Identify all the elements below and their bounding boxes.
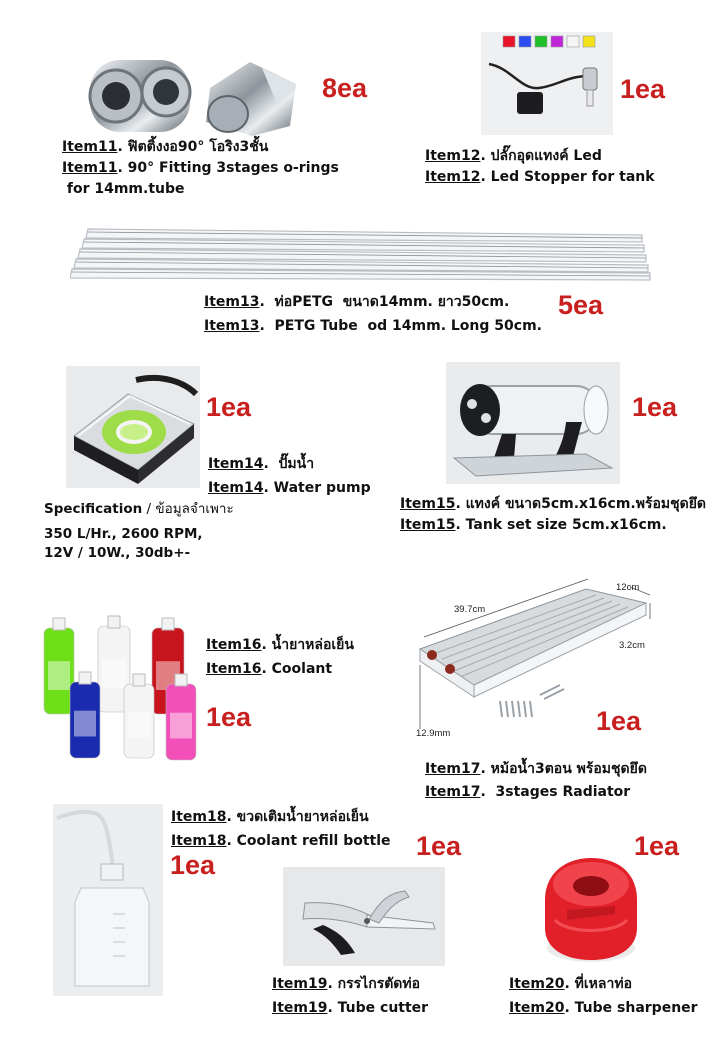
item-label	[509, 972, 698, 1020]
item-code: Item20	[509, 976, 565, 992]
item-code: Item14	[208, 480, 264, 496]
item-desc-th: . หม้อน้ำ3ตอน พร้อมชุดยึด	[480, 761, 647, 777]
item-code: Item17	[425, 784, 481, 800]
refill-bottle-image	[53, 804, 163, 996]
bottle-label	[102, 659, 126, 688]
item-desc-en: . Coolant refill bottle	[226, 833, 391, 849]
quantity-label: 1ea	[596, 706, 642, 736]
item-desc-th: . ปั๊มน้ำ	[263, 456, 315, 472]
item-code: Item20	[509, 1000, 565, 1016]
bottle-cap	[133, 674, 145, 686]
quantity-label: 1ea	[206, 702, 252, 732]
bottle-cap	[53, 618, 65, 630]
led-color-swatch	[535, 36, 547, 47]
item-code: Item17	[425, 761, 481, 777]
quantity-label: 5ea	[558, 290, 604, 320]
dimension-label: 12cm	[616, 582, 640, 593]
quantity-label: 1ea	[620, 74, 666, 104]
dimension-label: 12.9mm	[416, 728, 451, 739]
item-code: Item11	[62, 160, 118, 176]
item-desc-th: . ฟิตติ้งงอ90° โอริง3ชั้น	[117, 139, 269, 155]
item-code: Item18	[171, 833, 227, 849]
led-color-swatch	[503, 36, 515, 47]
led-color-swatch	[551, 36, 563, 47]
item-desc-en: . Water pump	[263, 480, 371, 496]
item-code: Item15	[400, 517, 456, 533]
item-label	[171, 805, 391, 853]
item-code: Item12	[425, 169, 481, 185]
dimension-label: 3.2cm	[619, 640, 645, 651]
led-color-swatch	[567, 36, 579, 47]
item-desc-th: . ปลั๊กอุดแทงค์ Led	[480, 148, 602, 164]
item-code: Item13	[204, 294, 260, 310]
item-desc-en: . 90° Fitting 3stages o-rings	[117, 160, 339, 176]
item-desc-th: . ท่อPETG ขนาด14mm. ยาว50cm.	[259, 294, 510, 310]
coolant-bottles-image	[40, 612, 202, 762]
petg-tube-image	[70, 225, 652, 281]
item-code: Item16	[206, 661, 262, 677]
item-desc-en: . Tube sharpener	[564, 1000, 698, 1016]
item-desc-th: . ที่เหลาท่อ	[564, 976, 632, 992]
led-color-swatch	[519, 36, 531, 47]
quantity-label: 1ea	[206, 392, 252, 422]
item-code: Item14	[208, 456, 264, 472]
item-label	[425, 146, 655, 188]
spec-block	[44, 500, 234, 563]
spec-line: 12V / 10W., 30db+-	[44, 545, 191, 561]
tank-image	[446, 362, 620, 484]
item-desc-th: . ขวดเติมน้ำยาหล่อเย็น	[226, 809, 369, 825]
quantity-label: 1ea	[170, 850, 216, 880]
item-desc-en: . 3stages Radiator	[480, 784, 631, 800]
item-label	[206, 633, 354, 681]
bottle-label	[170, 713, 192, 739]
bottle-cap	[79, 672, 91, 684]
item-desc-th: . น้ำยาหล่อเย็น	[261, 637, 354, 653]
spec-heading: Specification	[44, 501, 143, 517]
item-code: Item18	[171, 809, 227, 825]
quantity-label: 8ea	[322, 73, 368, 103]
bottle-cap	[175, 674, 187, 686]
item-code: Item16	[206, 637, 262, 653]
quantity-label: 1ea	[632, 392, 678, 422]
spec-heading-suffix: / ข้อมูลจำเพาะ	[142, 501, 234, 517]
spec-line: 350 L/Hr., 2600 RPM,	[44, 526, 203, 542]
bottle-cap	[162, 618, 174, 630]
item-label	[425, 758, 647, 804]
led-color-swatch	[583, 36, 595, 47]
quantity-label: 1ea	[416, 831, 462, 861]
item-code: Item19	[272, 976, 328, 992]
fitting-image	[82, 48, 312, 140]
item-code: Item11	[62, 139, 118, 155]
quantity-label: 1ea	[634, 831, 680, 861]
item-label	[400, 494, 706, 536]
bottle-label	[74, 711, 96, 737]
tube-cutter-image	[283, 867, 445, 966]
item-desc-th: . กรรไกรตัดท่อ	[327, 976, 421, 992]
led-stopper-image	[481, 32, 613, 135]
item-code: Item15	[400, 496, 456, 512]
item-desc-en: . Tank set size 5cm.x16cm.	[455, 517, 667, 533]
item-label	[272, 972, 428, 1020]
item-desc-extra: for 14mm.tube	[62, 181, 185, 197]
bottle-label	[48, 661, 70, 690]
item-desc-th: . แทงค์ ขนาด5cm.x16cm.พร้อมชุดยึด	[455, 496, 707, 512]
tube-sharpener-image	[527, 850, 654, 968]
item-code: Item12	[425, 148, 481, 164]
item-code: Item13	[204, 318, 260, 334]
bottle-cap	[108, 616, 120, 628]
dimension-label: 39.7cm	[454, 604, 486, 615]
item-label	[208, 452, 371, 500]
item-label	[62, 137, 339, 200]
item-desc-en: . Coolant	[261, 661, 333, 677]
water-pump-image	[66, 366, 200, 488]
item-desc-en: . Led Stopper for tank	[480, 169, 655, 185]
bottle-label	[128, 712, 150, 737]
item-desc-en: . PETG Tube od 14mm. Long 50cm.	[259, 318, 542, 334]
item-desc-en: . Tube cutter	[327, 1000, 429, 1016]
item-code: Item19	[272, 1000, 328, 1016]
item-label	[204, 290, 542, 338]
